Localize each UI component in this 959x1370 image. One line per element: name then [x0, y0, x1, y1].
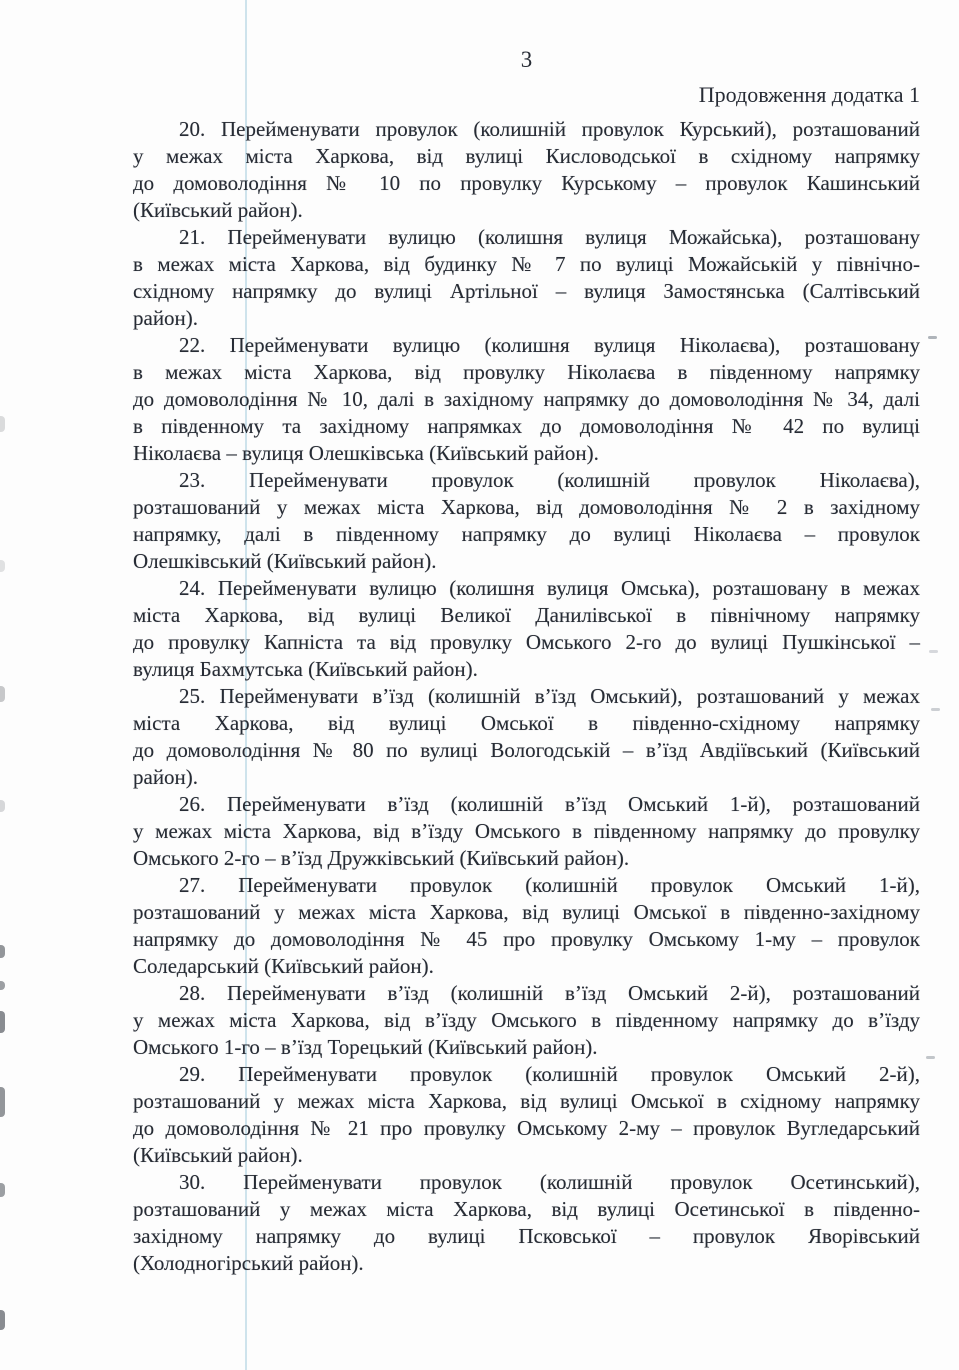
scan-edge-mark	[0, 416, 5, 432]
paragraph-line: 29. Перейменувати провулок (колишній провулок Омський 2-й),	[179, 1062, 920, 1086]
paragraph-line: 26. Перейменувати в’їзд (колишній в’їзд Омський 1-й), розташований	[179, 792, 920, 816]
paragraph-line: у межах міста Харкова, від вулиці Кисловодської в східному напрямку	[133, 144, 920, 168]
paragraph-line: міста Харкова, від вулиці Великої Данилівської в північному напрямку	[133, 603, 920, 627]
paragraph-line: 24. Перейменувати вулицю (колишня вулиця Омська), розташовану в межах	[179, 576, 920, 600]
paragraph-line: напрямку, далі в південному напрямку до вулиці Ніколаєва – провулок	[133, 522, 920, 546]
scan-speck	[926, 1056, 935, 1059]
document-body	[133, 116, 920, 1277]
scan-edge-mark	[0, 1183, 5, 1197]
paragraph-29	[133, 1061, 920, 1169]
paragraph-line: район).	[133, 765, 199, 789]
paragraph-line: у межах міста Харкова, від в’їзду Омського в південному напрямку до в’їзду	[133, 1008, 920, 1032]
paragraph-line: 27. Перейменувати провулок (колишній провулок Омський 1-й),	[179, 873, 920, 897]
paragraph-line: (Київський район).	[133, 1143, 303, 1167]
paragraph-28	[133, 980, 920, 1061]
paragraph-line: до провулку Капніста та від провулку Омського 2-го до вулиці Пушкінської –	[133, 630, 920, 654]
paragraph-line: в межах міста Харкова, від будинку № 7 по вулиці Можайській у північно-	[133, 252, 920, 276]
scan-edge-mark	[0, 686, 5, 702]
paragraph-line: район).	[133, 306, 199, 330]
paragraph-line: до домоволодіння № 80 по вулиці Вологодській – в’їзд Авдіївський (Київський	[133, 738, 920, 762]
paragraph-line: 25. Перейменувати в’їзд (колишній в’їзд Омський), розташований у межах	[179, 684, 920, 708]
paragraph-line: Соледарський (Київський район).	[133, 954, 434, 978]
paragraph-line: розташований у межах міста Харкова, від вулиці Омської в східному напрямку	[133, 1089, 920, 1113]
paragraph-20	[133, 116, 920, 224]
paragraph-line: розташований у межах міста Харкова, від вулиці Осетинської в південно-	[133, 1197, 920, 1221]
paragraph-line: в межах міста Харкова, від провулку Ніколаєва в південному напрямку	[133, 360, 920, 384]
paragraph-23	[133, 467, 920, 575]
scan-edge-mark	[0, 1011, 5, 1033]
scan-speck	[931, 708, 940, 711]
paragraph-line: в південному та західному напрямках до домоволодіння № 42 по вулиці	[133, 414, 920, 438]
paragraph-line: Омського 2-го – в’їзд Дружківський (Київський район).	[133, 846, 630, 870]
paragraph-21	[133, 224, 920, 332]
paragraph-line: Ніколаєва – вулиця Олешківська (Київський район).	[133, 441, 599, 465]
paragraph-line: 20. Перейменувати провулок (колишній провулок Курський), розташований	[179, 117, 920, 141]
paragraph-line: напрямку до домоволодіння № 45 про провулку Омському 1-му – провулок	[133, 927, 920, 951]
page-number: 3	[520, 47, 533, 72]
paragraph-line: західному напрямку до вулиці Псковської – провулок Яворівський	[133, 1224, 920, 1248]
scan-speck	[929, 650, 938, 653]
scan-edge-mark	[0, 945, 5, 958]
paragraph-line: Олешківський (Київський район).	[133, 549, 437, 573]
paragraph-25	[133, 683, 920, 791]
paragraph-line: Омського 1-го – в’їзд Торецький (Київський район).	[133, 1035, 598, 1059]
scan-edge-mark	[0, 1087, 5, 1117]
paragraph-line: міста Харкова, від вулиці Омської в південно-східному напрямку	[133, 711, 920, 735]
paragraph-line: (Київський район).	[133, 198, 303, 222]
paragraph-24	[133, 575, 920, 683]
paragraph-line: (Холодногірський район).	[133, 1251, 364, 1275]
paragraph-line: до домоволодіння № 10, далі в західному напрямку до домоволодіння № 34, далі	[133, 387, 920, 411]
paragraph-line: 21. Перейменувати вулицю (колишня вулиця Можайська), розташовану	[179, 225, 920, 249]
paragraph-line: розташований у межах міста Харкова, від вулиці Омської в південно-західному	[133, 900, 920, 924]
annex-continuation-header: Продовження додатка 1	[698, 82, 920, 107]
paragraph-line: розташований у межах міста Харкова, від домоволодіння № 2 в західному	[133, 495, 920, 519]
paragraph-line: вулиця Бахмутська (Київський район).	[133, 657, 478, 681]
paragraph-line: у межах міста Харкова, від в’їзду Омського в південному напрямку до провулку	[133, 819, 920, 843]
scan-speck	[928, 336, 937, 339]
paragraph-line: східному напрямку до вулиці Артільної – вулиця Замостянська (Салтівський	[133, 279, 920, 303]
paragraph-line: 23. Перейменувати провулок (колишній провулок Ніколаєва),	[179, 468, 920, 492]
paragraph-line: 30. Перейменувати провулок (колишній провулок Осетинський),	[179, 1170, 920, 1194]
scan-edge-mark	[0, 1310, 5, 1330]
paragraph-line: до домоволодіння № 10 по провулку Курському – провулок Кашинський	[133, 171, 920, 195]
scan-edge-mark	[0, 981, 5, 990]
paragraph-30	[133, 1169, 920, 1277]
paragraph-line: 22. Перейменувати вулицю (колишня вулиця Ніколаєва), розташовану	[179, 333, 920, 357]
scan-edge-mark	[0, 560, 5, 572]
paragraph-line: 28. Перейменувати в’їзд (колишній в’їзд Омський 2-й), розташований	[179, 981, 920, 1005]
paragraph-26	[133, 791, 920, 872]
paragraph-line: до домоволодіння № 21 про провулку Омському 2-му – провулок Вугледарський	[133, 1116, 920, 1140]
scan-edge-mark	[0, 800, 5, 812]
paragraph-27	[133, 872, 920, 980]
paragraph-22	[133, 332, 920, 467]
